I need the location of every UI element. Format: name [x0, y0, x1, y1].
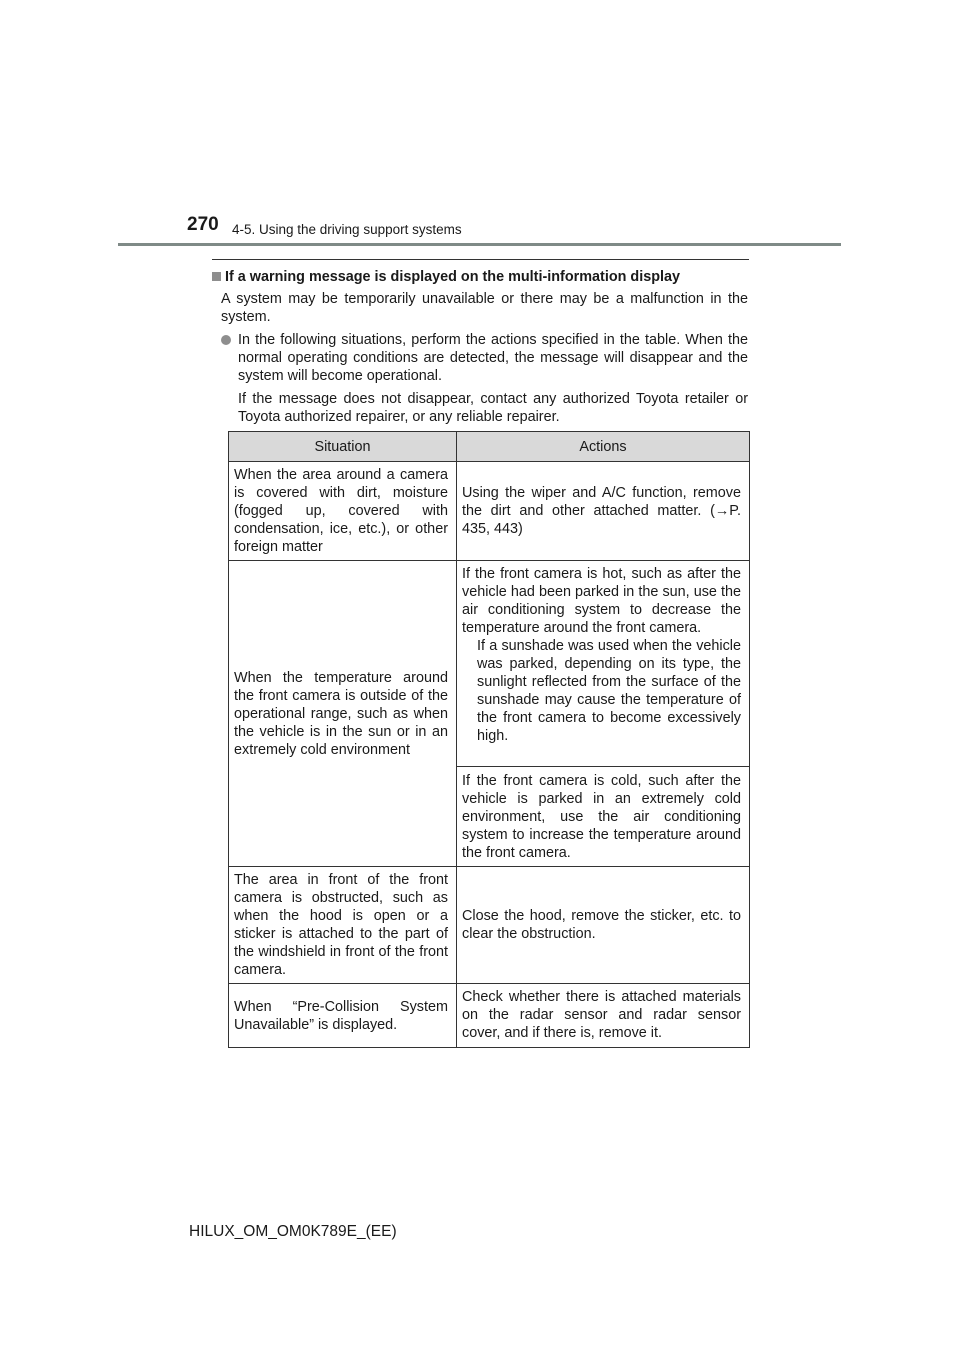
action-hot-text: If the front camera is hot, such as after the vehicle had been parked in the sun, use the air conditioning system to decrease the temperature around the front camera.	[462, 566, 741, 636]
situation-cell: When the area around a camera is covered with dirt, moisture (fogged up, covered with condensation, ice, etc.), or other foreign matter	[229, 462, 457, 561]
action-cell: Using the wiper and A/C function, remove the dirt and other attached matter. (→P. 435, 443)	[457, 462, 750, 561]
table-row	[229, 984, 750, 1048]
content-block	[212, 268, 752, 426]
action-hot-note: If a sunshade was used when the vehicle was parked, depending on its type, the sunlight reflected from the surface of the sunshade may cause the temperature of the front camera to become excessively high.	[477, 638, 741, 744]
subsection-heading-text: If a warning message is displayed on the multi-information display	[225, 269, 680, 285]
action-cell: Check whether there is attached materials on the radar sensor and radar sensor cover, and if there is, remove it.	[457, 984, 750, 1048]
situation-cell: When the temperature around the front camera is outside of the operational range, such as when the vehicle is in the sun or in an extremely cold environment	[229, 561, 457, 867]
intro-paragraph: A system may be temporarily unavailable or there may be a malfunction in the system.	[221, 291, 748, 325]
table-row	[229, 867, 750, 984]
action-cell: Close the hood, remove the sticker, etc. to clear the obstruction.	[457, 867, 750, 984]
bullet-followup: If the message does not disappear, contact any authorized Toyota retailer or Toyota authorized repairer, or any reliable repairer.	[238, 391, 748, 425]
bullet-text: In the following situations, perform the actions specified in the table. When the normal operating conditions are detected, the message will disappear and the system will become operational.	[238, 332, 748, 384]
action-cell	[457, 561, 750, 767]
bullet-paragraph	[238, 331, 748, 385]
section-divider	[212, 259, 749, 260]
situation-cell: The area in front of the front camera is obstructed, such as when the hood is open or a sticker is attached to the part of the windshield in front of the front camera.	[229, 867, 457, 984]
header-situation: Situation	[229, 432, 457, 462]
header-rule	[118, 243, 841, 246]
action-cell: If the front camera is cold, such after the vehicle is parked in an extremely cold environment, use the air conditioning system to increase the temperature around the front camera.	[457, 767, 750, 867]
square-bullet-icon	[212, 272, 221, 281]
page-number: 270	[187, 214, 219, 235]
document-code: HILUX_OM_OM0K789E_(EE)	[189, 1223, 397, 1240]
header-actions: Actions	[457, 432, 750, 462]
situation-cell: When “Pre-Collision System Unavailable” is displayed.	[229, 984, 457, 1048]
table-header-row	[229, 432, 750, 462]
subsection-heading	[212, 268, 752, 286]
table-row	[229, 462, 750, 561]
circle-bullet-icon	[221, 335, 231, 345]
situation-actions-table	[228, 431, 750, 1048]
table-row	[229, 561, 750, 767]
section-title: 4-5. Using the driving support systems	[232, 222, 462, 237]
